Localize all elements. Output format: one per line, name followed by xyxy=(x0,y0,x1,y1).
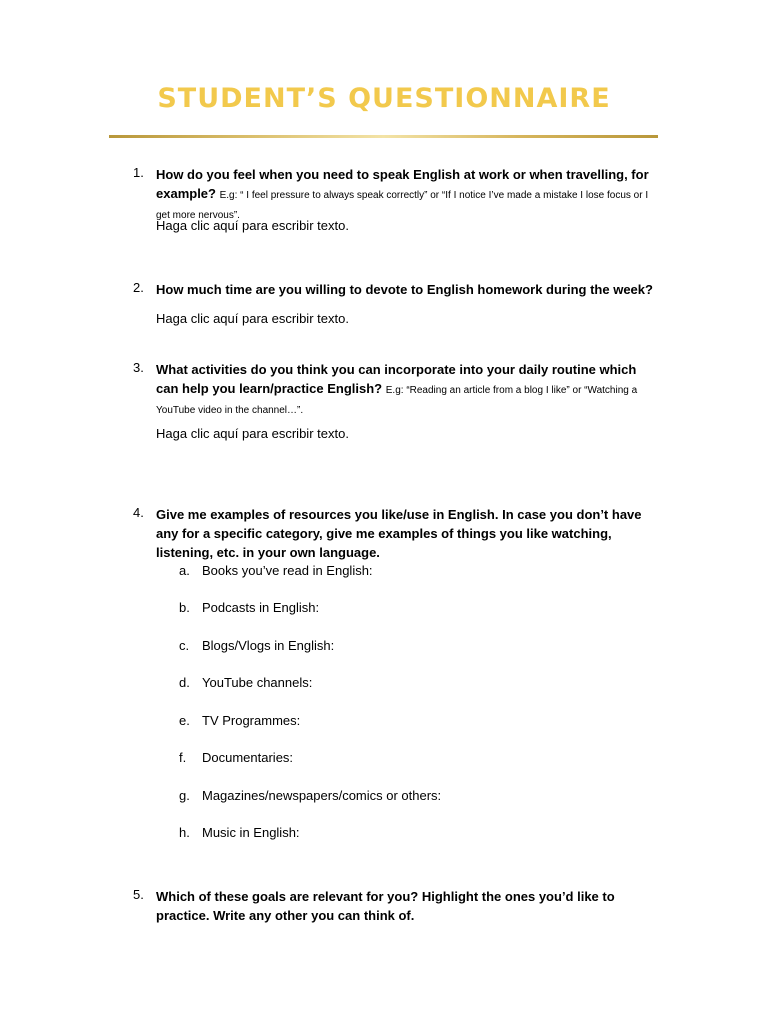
item-letter: f. xyxy=(179,750,187,765)
item-letter: a. xyxy=(179,563,190,578)
page-title: STUDENT’S QUESTIONNAIRE xyxy=(157,83,611,114)
answer-field-2[interactable]: Haga clic aquí para escribir texto. xyxy=(156,311,349,326)
question-prompt: Give me examples of resources you like/use in English. In case you don’t have any for a specific category, give me examples of things you like watching, listening, etc. in your own language. xyxy=(156,507,642,560)
title-divider xyxy=(109,135,658,138)
item-label: Blogs/Vlogs in English: xyxy=(202,638,335,653)
item-letter: e. xyxy=(179,713,190,728)
question-prompt: How much time are you willing to devote to English homework during the week? xyxy=(156,282,653,297)
item-label: TV Programmes: xyxy=(202,713,301,728)
question-text xyxy=(156,505,661,562)
question-text xyxy=(156,887,661,925)
question-prompt: What activities do you think you can incorporate into your daily routine which can help you learn/practice English? xyxy=(156,362,637,396)
question-number: 1. xyxy=(133,165,144,180)
question-prompt: How do you feel when you need to speak English at work or when travelling, for example? xyxy=(156,167,649,201)
item-letter: g. xyxy=(179,788,190,803)
item-letter: b. xyxy=(179,600,190,615)
question-example: E.g: “ I feel pressure to always speak correctly” or “If I notice I’ve made a mistake I lose focus or I get more nervous”. xyxy=(156,190,649,221)
question-number: 3. xyxy=(133,360,144,375)
question-text xyxy=(156,280,661,299)
item-label: Books you’ve read in English: xyxy=(202,563,373,578)
item-label: YouTube channels: xyxy=(202,675,313,690)
question-number: 2. xyxy=(133,280,144,295)
item-letter: d. xyxy=(179,675,190,690)
item-label: Magazines/newspapers/comics or others: xyxy=(202,788,442,803)
item-letter: h. xyxy=(179,825,190,840)
question-prompt: Which of these goals are relevant for you? Highlight the ones you’d like to practice. Write any other you can think of. xyxy=(156,889,615,923)
question-text xyxy=(156,360,661,419)
answer-field-1[interactable]: Haga clic aquí para escribir texto. xyxy=(156,218,349,233)
question-number: 4. xyxy=(133,505,144,520)
answer-field-3[interactable]: Haga clic aquí para escribir texto. xyxy=(156,426,349,441)
question-number: 5. xyxy=(133,887,144,902)
item-letter: c. xyxy=(179,638,190,653)
item-label: Music in English: xyxy=(202,825,300,840)
item-label: Podcasts in English: xyxy=(202,600,320,615)
question-text xyxy=(156,165,661,224)
question-example: E.g: “Reading an article from a blog I like” or “Watching a YouTube video in the channel…”. xyxy=(156,385,638,416)
item-label: Documentaries: xyxy=(202,750,294,765)
